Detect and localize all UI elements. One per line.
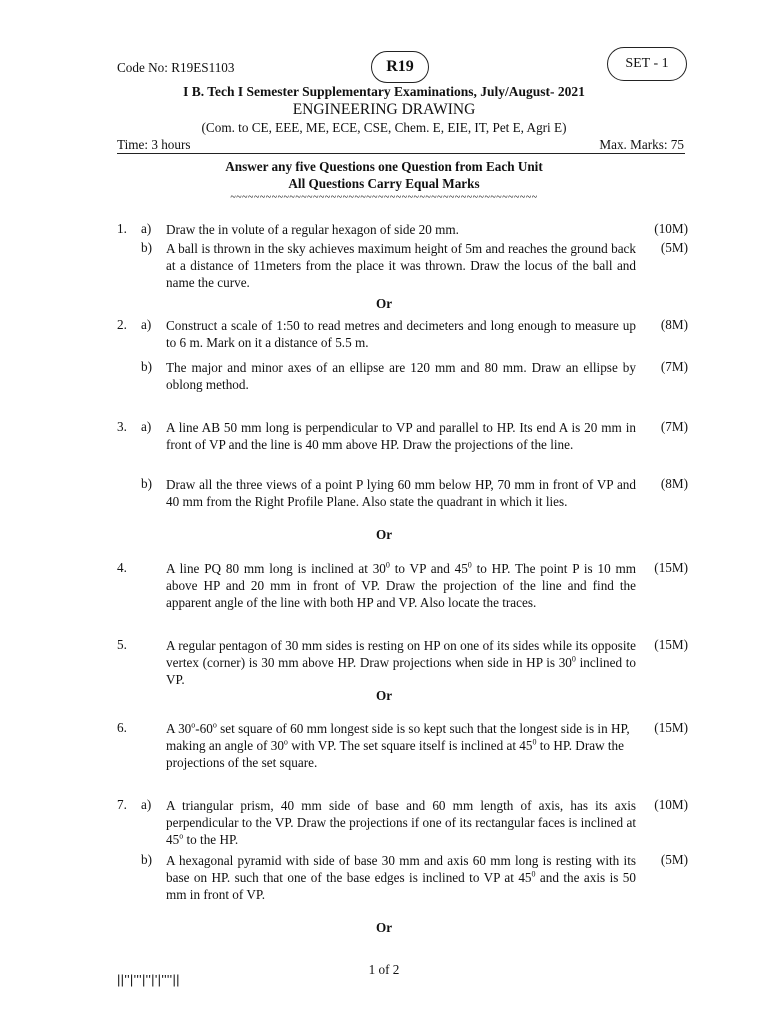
question-text: A ball is thrown in the sky achieves maximum height of 5m and reaches the ground back at a distance of 11meters from the place it was thrown. Draw the locus of the ball and name the curve. xyxy=(166,241,636,290)
set-badge: SET - 1 xyxy=(607,47,687,81)
question-text: A line AB 50 mm long is perpendicular to VP and parallel to HP. Its end A is 20 mm in front of VP and the line is 40 mm above HP. Draw the projections of the line. xyxy=(166,420,636,452)
marks: (15M) xyxy=(654,637,688,652)
marks: (15M) xyxy=(654,720,688,735)
marks: (10M) xyxy=(654,221,688,236)
question-number: 5. xyxy=(117,637,127,652)
or-separator: Or xyxy=(375,527,393,542)
question-number: 3. xyxy=(117,419,127,434)
page-number: 1 of 2 xyxy=(368,962,400,977)
question-text: A 30$^o$-60$^o$ set square of 60 mm longest side is so kept such that the longest side is in HP, making an angle of 30$^o$ with VP. The set square itself is inclined at $45^0$ to HP. Draw the projections of the set square. xyxy=(166,720,630,770)
marks: (5M) xyxy=(660,852,688,867)
part-label: b) xyxy=(141,476,152,491)
part-label: a) xyxy=(141,419,152,434)
marks: (5M) xyxy=(660,240,688,255)
marks: (8M) xyxy=(660,317,688,332)
part-label: b) xyxy=(141,359,152,374)
regulation-badge: R19 xyxy=(371,51,429,83)
question-text: A triangular prism, 40 mm side of base and 60 mm length of axis, has its axis perpendicular to the VP. Draw the projections if one of its rectangular faces is inclined at 45$^o$ to the HP. xyxy=(166,798,636,847)
question-text: Draw all the three views of a point P lying 60 mm below HP, 70 mm in front of VP and 40 mm from the Right Profile Plane. Also state the quadrant in which it lies. xyxy=(166,477,636,509)
instruction-line-1: Answer any five Questions one Question from Each Unit xyxy=(225,159,543,174)
marks: (8M) xyxy=(660,476,688,491)
code-number: Code No: R19ES1103 xyxy=(117,60,235,75)
instruction-line-2: All Questions Carry Equal Marks xyxy=(288,176,480,191)
subject-title: ENGINEERING DRAWING xyxy=(292,101,476,118)
header-divider xyxy=(117,153,685,154)
question-number: 7. xyxy=(117,797,127,812)
marks: (10M) xyxy=(654,797,688,812)
barcode: ||''|'''|''|'|''''|| xyxy=(117,972,180,987)
question-number: 4. xyxy=(117,560,127,575)
question-number: 1. xyxy=(117,221,127,236)
part-label: b) xyxy=(141,852,152,867)
part-label: b) xyxy=(141,240,152,255)
question-number: 2. xyxy=(117,317,127,332)
question-text: Draw the in volute of a regular hexagon of side 20 mm. xyxy=(166,222,459,237)
part-label: a) xyxy=(141,317,152,332)
marks: (7M) xyxy=(660,419,688,434)
max-marks: Max. Marks: 75 xyxy=(599,137,684,152)
or-separator: Or xyxy=(375,920,393,935)
question-text: Construct a scale of 1:50 to read metres and decimeters and long enough to measure up to 6 m. Mark on it a distance of 5.5 m. xyxy=(166,318,636,350)
marks: (15M) xyxy=(654,560,688,575)
branch-list: (Com. to CE, EEE, ME, ECE, CSE, Chem. E, EIE, IT, Pet E, Agri E) xyxy=(201,120,567,135)
tilde-divider: ~~~~~~~~~~~~~~~~~~~~~~~~~~~~~~~~~~~~~~~~~~~~~~~~~~~~ xyxy=(230,192,538,203)
exam-title: I B. Tech I Semester Supplementary Examinations, July/August- 2021 xyxy=(183,84,585,99)
part-label: a) xyxy=(141,797,152,812)
marks: (7M) xyxy=(660,359,688,374)
question-text: A regular pentagon of 30 mm sides is resting on HP on one of its sides while its opposite vertex (corner) is 30 mm above HP. Draw projections when side in HP is $30^0$ inclined to VP. xyxy=(166,638,636,687)
question-number: 6. xyxy=(117,720,127,735)
or-separator: Or xyxy=(375,688,393,703)
time-allowed: Time: 3 hours xyxy=(117,137,191,152)
or-separator: Or xyxy=(375,296,393,311)
question-text: A hexagonal pyramid with side of base 30 mm and axis 60 mm long is resting with its base on HP. such that one of the base edges is inclined to VP at $45^0$ and the axis is 50 mm in front of VP. xyxy=(166,853,636,902)
question-text: A line PQ 80 mm long is inclined at $30^0$ to VP and $45^0$ to HP. The point P is 10 mm above HP and 20 mm in front of VP. Draw the projection of the line and find the apparent angle of the line with both HP and VP. Also locate the traces. xyxy=(166,560,636,610)
question-text: The major and minor axes of an ellipse are 120 mm and 80 mm. Draw an ellipse by oblong method. xyxy=(166,360,636,392)
part-label: a) xyxy=(141,221,152,236)
